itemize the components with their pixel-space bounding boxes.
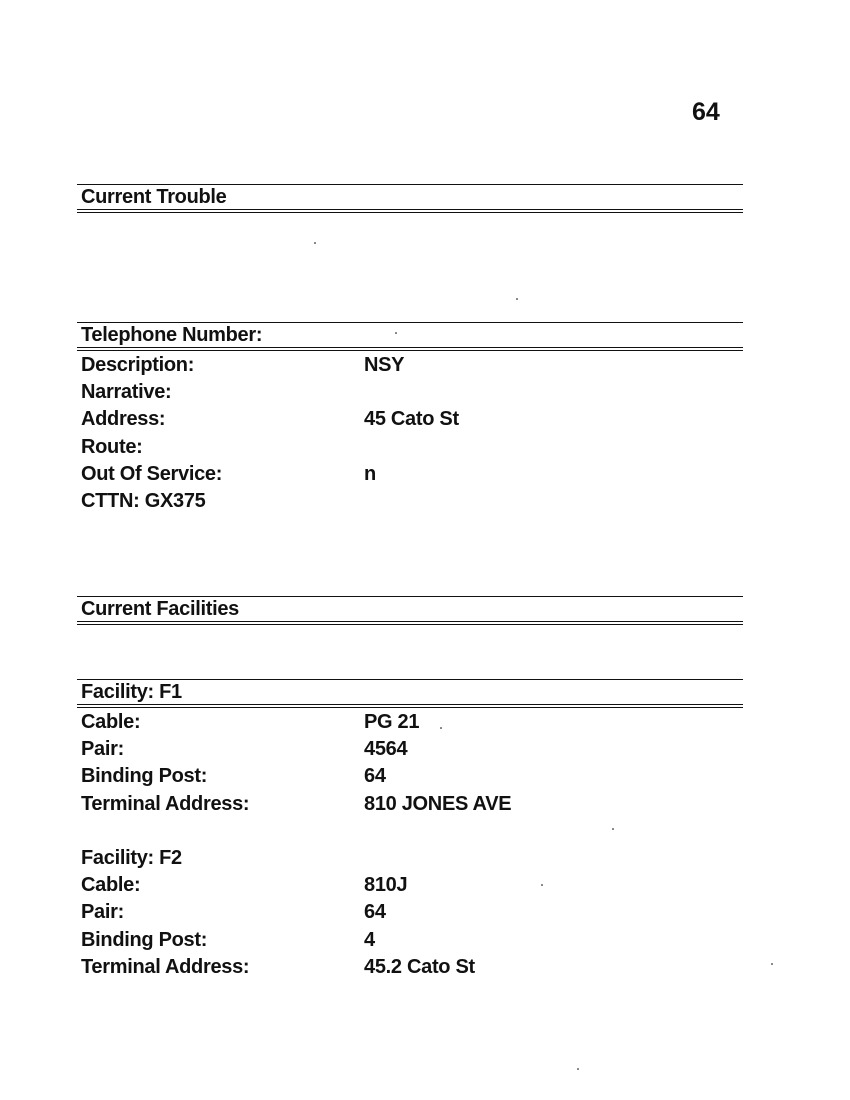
f2-cable-row [81,874,741,901]
route-label: Route: [81,435,143,458]
page-number: 64 [692,98,720,126]
f1-cable-label: Cable: [81,711,141,733]
f2-pair-row [81,901,741,928]
scan-speck [541,884,543,886]
scan-speck [395,332,397,334]
description-row [81,354,741,381]
f1-pair-label: Pair: [81,738,124,761]
narrative-row [81,381,741,408]
f2-cable-label: Cable: [81,874,141,897]
f1-cable-value: PG 21 [364,711,420,733]
f1-pair-value: 4564 [364,738,408,761]
facility-f1-title: Facility: F1 [81,681,182,703]
facility-f1-details [81,711,741,820]
f1-terminal-address-row [81,793,741,820]
f2-binding-post-label: Binding Post: [81,928,208,951]
f1-pair-row [81,738,741,765]
f2-terminal-address-label: Terminal Address: [81,955,250,978]
scan-speck [577,1068,579,1070]
f1-terminal-address-label: Terminal Address: [81,792,250,815]
current-facilities-title: Current Facilities [81,598,239,620]
description-label: Description: [81,354,195,376]
header-double-rule [77,704,743,708]
out-of-service-value: n [364,462,376,485]
telephone-details [81,354,741,517]
f1-terminal-address-value: 810 JONES AVE [364,792,512,815]
facility-f2-details [81,847,741,983]
scan-speck [314,242,316,244]
out-of-service-label: Out Of Service: [81,462,223,485]
scan-speck [771,963,773,965]
description-value: NSY [364,354,405,376]
current-trouble-title: Current Trouble [81,186,227,208]
f2-binding-post-value: 4 [364,928,375,951]
scan-speck [612,828,614,830]
f2-cable-value: 810J [364,874,408,897]
cttn-label: CTTN: GX375 [81,489,206,512]
f2-binding-post-row [81,929,741,956]
facility-f2-title-row [81,847,741,874]
header-double-rule [77,347,743,351]
address-label: Address: [81,408,166,431]
narrative-label: Narrative: [81,381,172,404]
f2-pair-value: 64 [364,901,386,924]
f1-binding-post-row [81,765,741,792]
header-double-rule [77,621,743,625]
f2-pair-label: Pair: [81,901,124,924]
f1-binding-post-label: Binding Post: [81,765,208,788]
route-row [81,436,741,463]
current-facilities-header [77,596,743,625]
f1-cable-row [81,711,741,738]
address-value: 45 Cato St [364,408,459,431]
address-row [81,408,741,435]
scan-speck [440,727,442,729]
telephone-number-title: Telephone Number: [81,324,263,346]
f1-binding-post-value: 64 [364,765,386,788]
header-double-rule [77,209,743,213]
f2-terminal-address-value: 45.2 Cato St [364,955,475,978]
facility-f2-title: Facility: F2 [81,847,182,869]
telephone-number-header [77,322,743,351]
current-trouble-header [77,184,743,213]
cttn-row [81,490,741,517]
scan-speck [516,298,518,300]
f2-terminal-address-row [81,956,741,983]
out-of-service-row [81,463,741,490]
facility-f1-header [77,679,743,708]
